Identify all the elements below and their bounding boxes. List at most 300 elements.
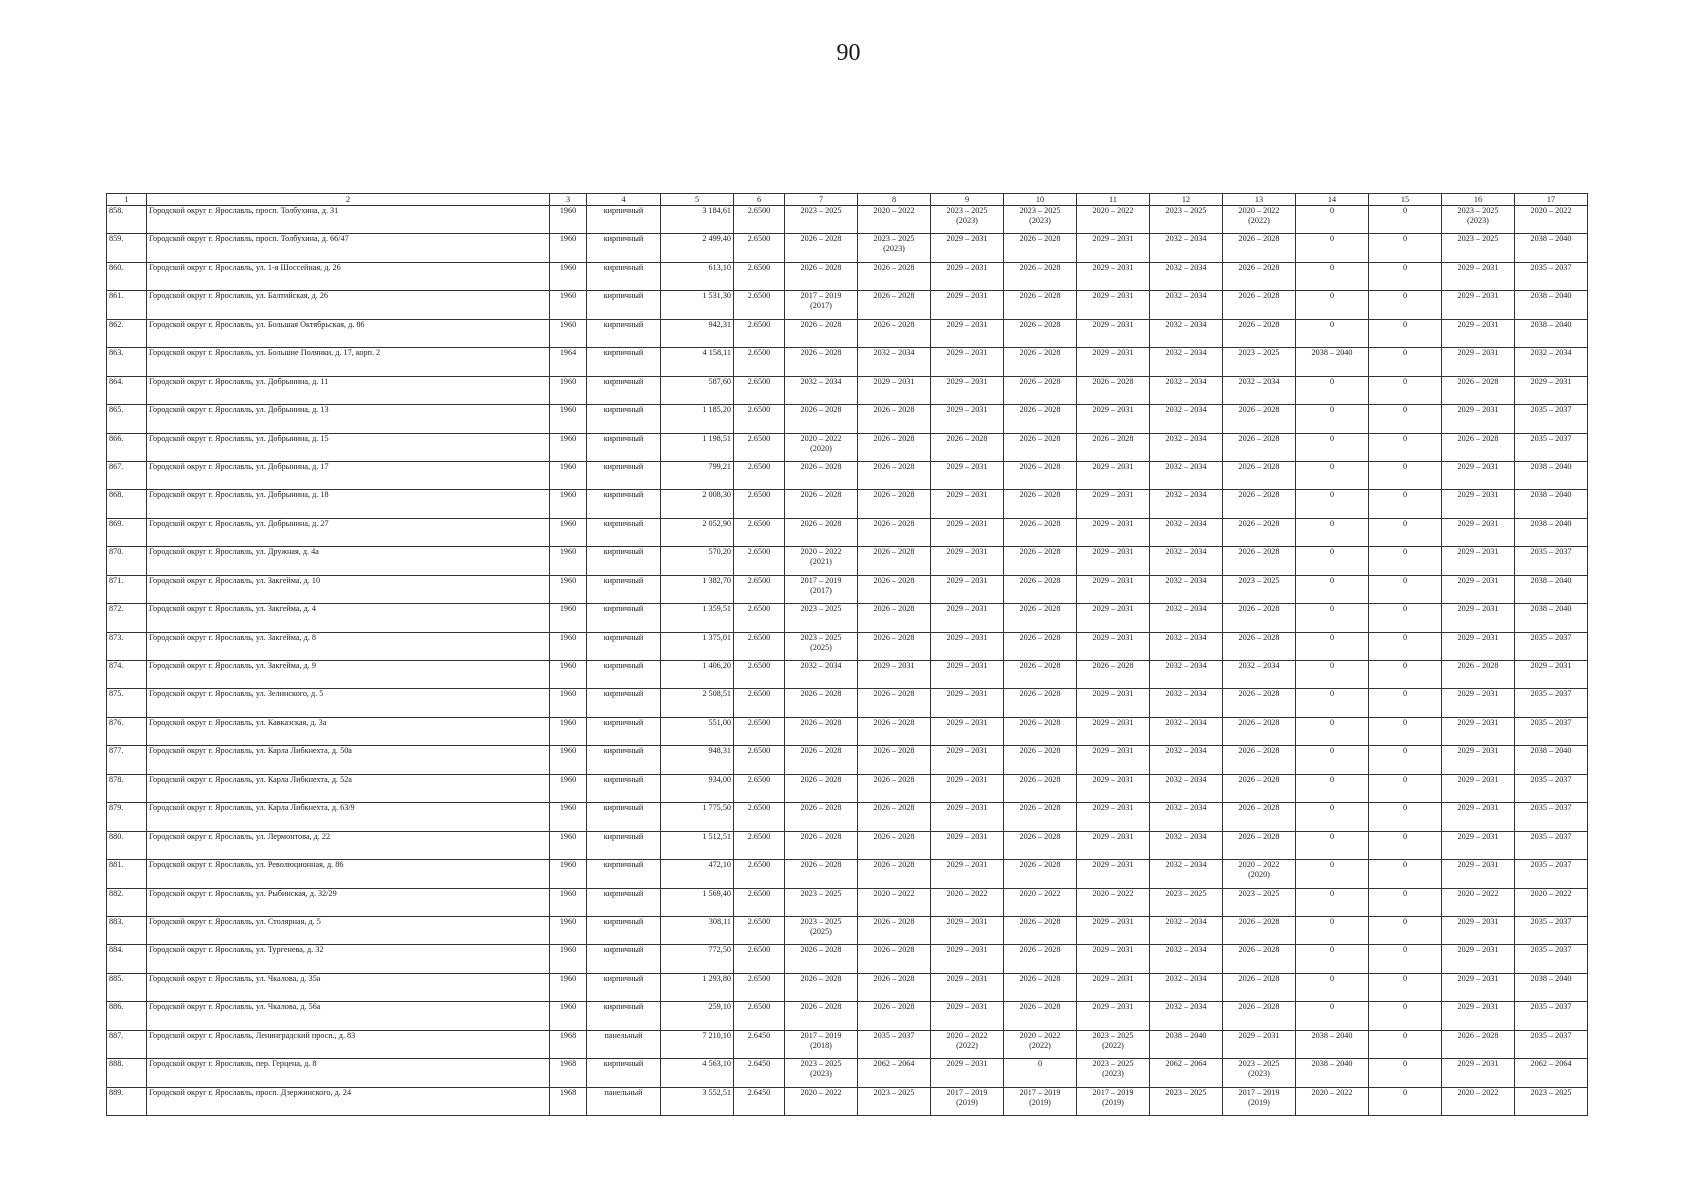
- row-number-cell: 865.: [107, 405, 147, 433]
- period-col-9-cell: 2029 – 2031: [931, 547, 1004, 575]
- period-col-14-cell: 0: [1296, 1002, 1369, 1030]
- rate-cell: 2.6500: [734, 262, 785, 290]
- period-col-11-cell: 2017 – 2019 (2019): [1077, 1087, 1150, 1115]
- period-col-13-cell: 2026 – 2028: [1223, 774, 1296, 802]
- period-col-14-cell: 0: [1296, 860, 1369, 888]
- period-col-14-cell: 0: [1296, 433, 1369, 461]
- period-col-16-cell: 2029 – 2031: [1442, 291, 1515, 319]
- build-year-cell: 1960: [550, 518, 587, 546]
- period-col-11-cell: 2026 – 2028: [1077, 661, 1150, 689]
- wall-material-cell: кирпичный: [587, 661, 661, 689]
- build-year-cell: 1960: [550, 575, 587, 603]
- period-col-16-cell: 2029 – 2031: [1442, 973, 1515, 1001]
- period-col-15-cell: 0: [1369, 803, 1442, 831]
- period-col-17-cell: 2038 – 2040: [1515, 291, 1588, 319]
- period-col-12-cell: 2032 – 2034: [1150, 632, 1223, 660]
- period-col-8-cell: 2026 – 2028: [858, 433, 931, 461]
- total-area-cell: 3 552,51: [661, 1087, 734, 1115]
- period-col-8-cell: 2035 – 2037: [858, 1030, 931, 1058]
- period-col-13-cell: 2026 – 2028: [1223, 405, 1296, 433]
- period-col-14-cell: 0: [1296, 206, 1369, 234]
- table-row: [107, 262, 1588, 290]
- total-area-cell: 570,20: [661, 547, 734, 575]
- period-col-14-cell: 0: [1296, 632, 1369, 660]
- total-area-cell: 799,21: [661, 461, 734, 489]
- period-col-16-cell: 2029 – 2031: [1442, 689, 1515, 717]
- rate-cell: 2.6500: [734, 518, 785, 546]
- total-area-cell: 942,31: [661, 319, 734, 347]
- period-col-11-cell: 2029 – 2031: [1077, 604, 1150, 632]
- period-col-9-cell: 2029 – 2031: [931, 831, 1004, 859]
- period-col-9-cell: 2029 – 2031: [931, 1002, 1004, 1030]
- table-row: [107, 547, 1588, 575]
- row-number-cell: 884.: [107, 945, 147, 973]
- rate-cell: 2.6500: [734, 1002, 785, 1030]
- column-header: 15: [1369, 194, 1442, 206]
- period-col-16-cell: 2023 – 2025 (2023): [1442, 206, 1515, 234]
- period-col-16-cell: 2029 – 2031: [1442, 518, 1515, 546]
- period-col-7-cell: 2017 – 2019 (2018): [785, 1030, 858, 1058]
- address-cell: Городской округ г. Ярославль, ул. Закгейма, д. 9: [147, 661, 550, 689]
- period-col-17-cell: 2038 – 2040: [1515, 490, 1588, 518]
- build-year-cell: 1960: [550, 860, 587, 888]
- table-row: [107, 433, 1588, 461]
- address-cell: Городской округ г. Ярославль, ул. Большая Октябрьская, д. 86: [147, 319, 550, 347]
- address-cell: Городской округ г. Ярославль, ул. Закгейма, д. 8: [147, 632, 550, 660]
- period-col-12-cell: 2032 – 2034: [1150, 689, 1223, 717]
- period-col-15-cell: 0: [1369, 1059, 1442, 1087]
- rate-cell: 2.6500: [734, 575, 785, 603]
- period-col-16-cell: 2029 – 2031: [1442, 632, 1515, 660]
- period-col-11-cell: 2029 – 2031: [1077, 547, 1150, 575]
- period-col-11-cell: 2029 – 2031: [1077, 689, 1150, 717]
- period-col-12-cell: 2032 – 2034: [1150, 717, 1223, 745]
- row-number-cell: 868.: [107, 490, 147, 518]
- period-col-16-cell: 2023 – 2025: [1442, 234, 1515, 262]
- wall-material-cell: кирпичный: [587, 632, 661, 660]
- rate-cell: 2.6500: [734, 774, 785, 802]
- period-col-14-cell: 0: [1296, 803, 1369, 831]
- period-col-7-cell: 2026 – 2028: [785, 405, 858, 433]
- period-col-8-cell: 2023 – 2025: [858, 1087, 931, 1115]
- period-col-12-cell: 2032 – 2034: [1150, 405, 1223, 433]
- period-col-17-cell: 2023 – 2025: [1515, 1087, 1588, 1115]
- row-number-cell: 872.: [107, 604, 147, 632]
- table-row: [107, 746, 1588, 774]
- row-number-cell: 880.: [107, 831, 147, 859]
- period-col-8-cell: 2026 – 2028: [858, 860, 931, 888]
- table-row: [107, 632, 1588, 660]
- address-cell: Городской округ г. Ярославль, ул. Закгейма, д. 10: [147, 575, 550, 603]
- address-cell: Городской округ г. Ярославль, ул. Добрынина, д. 15: [147, 433, 550, 461]
- period-col-15-cell: 0: [1369, 632, 1442, 660]
- period-col-7-cell: 2032 – 2034: [785, 661, 858, 689]
- period-col-12-cell: 2023 – 2025: [1150, 206, 1223, 234]
- period-col-9-cell: 2017 – 2019 (2019): [931, 1087, 1004, 1115]
- period-col-14-cell: 0: [1296, 575, 1369, 603]
- period-col-17-cell: 2029 – 2031: [1515, 376, 1588, 404]
- rate-cell: 2.6500: [734, 461, 785, 489]
- table-row: [107, 319, 1588, 347]
- period-col-12-cell: 2032 – 2034: [1150, 831, 1223, 859]
- period-col-7-cell: 2026 – 2028: [785, 945, 858, 973]
- period-col-17-cell: 2035 – 2037: [1515, 405, 1588, 433]
- period-col-14-cell: 2020 – 2022: [1296, 1087, 1369, 1115]
- period-col-16-cell: 2029 – 2031: [1442, 1002, 1515, 1030]
- period-col-13-cell: 2023 – 2025: [1223, 888, 1296, 916]
- period-col-14-cell: 0: [1296, 604, 1369, 632]
- period-col-12-cell: 2032 – 2034: [1150, 376, 1223, 404]
- period-col-15-cell: 0: [1369, 1002, 1442, 1030]
- period-col-7-cell: 2023 – 2025 (2025): [785, 916, 858, 944]
- period-col-10-cell: 2026 – 2028: [1004, 689, 1077, 717]
- period-col-14-cell: 0: [1296, 945, 1369, 973]
- period-col-10-cell: 2026 – 2028: [1004, 433, 1077, 461]
- period-col-15-cell: 0: [1369, 405, 1442, 433]
- column-header: 14: [1296, 194, 1369, 206]
- rate-cell: 2.6500: [734, 604, 785, 632]
- build-year-cell: 1960: [550, 717, 587, 745]
- period-col-16-cell: 2026 – 2028: [1442, 661, 1515, 689]
- period-col-8-cell: 2029 – 2031: [858, 376, 931, 404]
- build-year-cell: 1960: [550, 888, 587, 916]
- period-col-9-cell: 2029 – 2031: [931, 717, 1004, 745]
- period-col-12-cell: 2032 – 2034: [1150, 916, 1223, 944]
- period-col-7-cell: 2032 – 2034: [785, 376, 858, 404]
- row-number-cell: 862.: [107, 319, 147, 347]
- period-col-14-cell: 2038 – 2040: [1296, 348, 1369, 376]
- period-col-16-cell: 2026 – 2028: [1442, 1030, 1515, 1058]
- period-col-15-cell: 0: [1369, 661, 1442, 689]
- period-col-10-cell: 2026 – 2028: [1004, 803, 1077, 831]
- period-col-16-cell: 2020 – 2022: [1442, 888, 1515, 916]
- period-col-14-cell: 0: [1296, 831, 1369, 859]
- period-col-8-cell: 2026 – 2028: [858, 405, 931, 433]
- period-col-12-cell: 2032 – 2034: [1150, 575, 1223, 603]
- build-year-cell: 1960: [550, 945, 587, 973]
- build-year-cell: 1960: [550, 490, 587, 518]
- period-col-14-cell: 0: [1296, 376, 1369, 404]
- period-col-17-cell: 2035 – 2037: [1515, 433, 1588, 461]
- period-col-13-cell: 2026 – 2028: [1223, 461, 1296, 489]
- period-col-8-cell: 2026 – 2028: [858, 916, 931, 944]
- build-year-cell: 1960: [550, 604, 587, 632]
- period-col-10-cell: 2026 – 2028: [1004, 348, 1077, 376]
- rate-cell: 2.6500: [734, 632, 785, 660]
- column-header: 9: [931, 194, 1004, 206]
- build-year-cell: 1968: [550, 1059, 587, 1087]
- period-col-13-cell: 2026 – 2028: [1223, 490, 1296, 518]
- wall-material-cell: кирпичный: [587, 490, 661, 518]
- period-col-14-cell: 0: [1296, 689, 1369, 717]
- column-header: 13: [1223, 194, 1296, 206]
- rate-cell: 2.6450: [734, 1059, 785, 1087]
- address-cell: Городской округ г. Ярославль, ул. Карла Либкнехта, д. 52а: [147, 774, 550, 802]
- period-col-7-cell: 2026 – 2028: [785, 348, 858, 376]
- build-year-cell: 1960: [550, 262, 587, 290]
- period-col-10-cell: 2023 – 2025 (2023): [1004, 206, 1077, 234]
- period-col-10-cell: 2026 – 2028: [1004, 717, 1077, 745]
- period-col-13-cell: 2026 – 2028: [1223, 291, 1296, 319]
- address-cell: Городской округ г. Ярославль, ул. 1-я Шоссейная, д. 26: [147, 262, 550, 290]
- period-col-17-cell: 2029 – 2031: [1515, 661, 1588, 689]
- table-row: [107, 234, 1588, 262]
- table-row: [107, 490, 1588, 518]
- total-area-cell: 1 531,30: [661, 291, 734, 319]
- wall-material-cell: кирпичный: [587, 689, 661, 717]
- period-col-9-cell: 2029 – 2031: [931, 945, 1004, 973]
- period-col-13-cell: 2026 – 2028: [1223, 433, 1296, 461]
- wall-material-cell: кирпичный: [587, 376, 661, 404]
- row-number-cell: 859.: [107, 234, 147, 262]
- period-col-9-cell: 2020 – 2022: [931, 888, 1004, 916]
- period-col-11-cell: 2029 – 2031: [1077, 860, 1150, 888]
- row-number-cell: 861.: [107, 291, 147, 319]
- wall-material-cell: кирпичный: [587, 916, 661, 944]
- rate-cell: 2.6500: [734, 945, 785, 973]
- period-col-11-cell: 2026 – 2028: [1077, 433, 1150, 461]
- address-cell: Городской округ г. Ярославль, пер. Герцена, д. 8: [147, 1059, 550, 1087]
- period-col-11-cell: 2023 – 2025 (2022): [1077, 1030, 1150, 1058]
- column-header: 11: [1077, 194, 1150, 206]
- period-col-7-cell: 2023 – 2025 (2023): [785, 1059, 858, 1087]
- period-col-12-cell: 2032 – 2034: [1150, 234, 1223, 262]
- column-header: 16: [1442, 194, 1515, 206]
- period-col-12-cell: 2032 – 2034: [1150, 973, 1223, 1001]
- period-col-10-cell: 2026 – 2028: [1004, 262, 1077, 290]
- address-cell: Городской округ г. Ярославль, Ленинградский просп., д. 83: [147, 1030, 550, 1058]
- period-col-10-cell: 2026 – 2028: [1004, 518, 1077, 546]
- period-col-13-cell: 2026 – 2028: [1223, 689, 1296, 717]
- period-col-10-cell: 2026 – 2028: [1004, 746, 1077, 774]
- period-col-12-cell: 2032 – 2034: [1150, 547, 1223, 575]
- table-row: [107, 1059, 1588, 1087]
- period-col-17-cell: 2035 – 2037: [1515, 1002, 1588, 1030]
- build-year-cell: 1960: [550, 973, 587, 1001]
- period-col-8-cell: 2026 – 2028: [858, 774, 931, 802]
- period-col-9-cell: 2029 – 2031: [931, 604, 1004, 632]
- period-col-17-cell: 2020 – 2022: [1515, 206, 1588, 234]
- address-cell: Городской округ г. Ярославль, ул. Революционная, д. 86: [147, 860, 550, 888]
- period-col-16-cell: 2029 – 2031: [1442, 831, 1515, 859]
- period-col-10-cell: 2026 – 2028: [1004, 461, 1077, 489]
- period-col-16-cell: 2029 – 2031: [1442, 860, 1515, 888]
- period-col-17-cell: 2038 – 2040: [1515, 518, 1588, 546]
- period-col-16-cell: 2029 – 2031: [1442, 319, 1515, 347]
- period-col-16-cell: 2026 – 2028: [1442, 433, 1515, 461]
- total-area-cell: 1 185,20: [661, 405, 734, 433]
- period-col-10-cell: 2026 – 2028: [1004, 490, 1077, 518]
- period-col-7-cell: 2026 – 2028: [785, 803, 858, 831]
- period-col-11-cell: 2029 – 2031: [1077, 575, 1150, 603]
- table-row: [107, 803, 1588, 831]
- period-col-7-cell: 2023 – 2025: [785, 604, 858, 632]
- period-col-13-cell: 2029 – 2031: [1223, 1030, 1296, 1058]
- period-col-7-cell: 2026 – 2028: [785, 746, 858, 774]
- period-col-11-cell: 2020 – 2022: [1077, 888, 1150, 916]
- wall-material-cell: кирпичный: [587, 547, 661, 575]
- period-col-10-cell: 0: [1004, 1059, 1077, 1087]
- rate-cell: 2.6500: [734, 206, 785, 234]
- period-col-9-cell: 2029 – 2031: [931, 860, 1004, 888]
- period-col-8-cell: 2026 – 2028: [858, 689, 931, 717]
- period-col-15-cell: 0: [1369, 262, 1442, 290]
- period-col-14-cell: 0: [1296, 518, 1369, 546]
- build-year-cell: 1960: [550, 689, 587, 717]
- period-col-17-cell: 2035 – 2037: [1515, 689, 1588, 717]
- column-header: 8: [858, 194, 931, 206]
- table-row: [107, 518, 1588, 546]
- period-col-10-cell: 2026 – 2028: [1004, 604, 1077, 632]
- period-col-12-cell: 2032 – 2034: [1150, 1002, 1223, 1030]
- address-cell: Городской округ г. Ярославль, ул. Чкалова, д. 56а: [147, 1002, 550, 1030]
- period-col-17-cell: 2035 – 2037: [1515, 916, 1588, 944]
- period-col-11-cell: 2029 – 2031: [1077, 405, 1150, 433]
- period-col-11-cell: 2029 – 2031: [1077, 774, 1150, 802]
- period-col-14-cell: 0: [1296, 661, 1369, 689]
- period-col-8-cell: 2026 – 2028: [858, 803, 931, 831]
- period-col-12-cell: 2032 – 2034: [1150, 604, 1223, 632]
- period-col-8-cell: 2026 – 2028: [858, 291, 931, 319]
- period-col-16-cell: 2029 – 2031: [1442, 945, 1515, 973]
- build-year-cell: 1960: [550, 433, 587, 461]
- table-row: [107, 973, 1588, 1001]
- address-cell: Городской округ г. Ярославль, ул. Карла Либкнехта, д. 63/9: [147, 803, 550, 831]
- row-number-cell: 874.: [107, 661, 147, 689]
- rate-cell: 2.6500: [734, 746, 785, 774]
- build-year-cell: 1960: [550, 376, 587, 404]
- rate-cell: 2.6500: [734, 319, 785, 347]
- address-cell: Городской округ г. Ярославль, ул. Закгейма, д. 4: [147, 604, 550, 632]
- period-col-15-cell: 0: [1369, 860, 1442, 888]
- period-col-14-cell: 0: [1296, 319, 1369, 347]
- period-col-14-cell: 0: [1296, 461, 1369, 489]
- period-col-10-cell: 2026 – 2028: [1004, 945, 1077, 973]
- period-col-10-cell: 2026 – 2028: [1004, 632, 1077, 660]
- period-col-12-cell: 2032 – 2034: [1150, 803, 1223, 831]
- column-header: 3: [550, 194, 587, 206]
- total-area-cell: 2 008,30: [661, 490, 734, 518]
- period-col-13-cell: 2032 – 2034: [1223, 376, 1296, 404]
- rate-cell: 2.6500: [734, 661, 785, 689]
- period-col-10-cell: 2026 – 2028: [1004, 916, 1077, 944]
- wall-material-cell: кирпичный: [587, 433, 661, 461]
- period-col-13-cell: 2026 – 2028: [1223, 604, 1296, 632]
- period-col-9-cell: 2029 – 2031: [931, 461, 1004, 489]
- period-col-8-cell: 2020 – 2022: [858, 206, 931, 234]
- period-col-7-cell: 2023 – 2025 (2025): [785, 632, 858, 660]
- period-col-8-cell: 2026 – 2028: [858, 490, 931, 518]
- period-col-15-cell: 0: [1369, 831, 1442, 859]
- period-col-15-cell: 0: [1369, 206, 1442, 234]
- period-col-11-cell: 2029 – 2031: [1077, 803, 1150, 831]
- total-area-cell: 551,00: [661, 717, 734, 745]
- period-col-7-cell: 2026 – 2028: [785, 973, 858, 1001]
- period-col-9-cell: 2029 – 2031: [931, 774, 1004, 802]
- period-col-10-cell: 2026 – 2028: [1004, 405, 1077, 433]
- housing-register-table: [106, 193, 1588, 1116]
- rate-cell: 2.6450: [734, 1087, 785, 1115]
- total-area-cell: 1 512,51: [661, 831, 734, 859]
- period-col-13-cell: 2026 – 2028: [1223, 831, 1296, 859]
- wall-material-cell: кирпичный: [587, 945, 661, 973]
- period-col-14-cell: 0: [1296, 916, 1369, 944]
- total-area-cell: 4 158,11: [661, 348, 734, 376]
- wall-material-cell: кирпичный: [587, 604, 661, 632]
- table-row: [107, 860, 1588, 888]
- wall-material-cell: кирпичный: [587, 831, 661, 859]
- period-col-8-cell: 2020 – 2022: [858, 888, 931, 916]
- period-col-17-cell: 2035 – 2037: [1515, 945, 1588, 973]
- period-col-10-cell: 2026 – 2028: [1004, 575, 1077, 603]
- period-col-16-cell: 2029 – 2031: [1442, 717, 1515, 745]
- wall-material-cell: кирпичный: [587, 575, 661, 603]
- total-area-cell: 472,10: [661, 860, 734, 888]
- period-col-11-cell: 2029 – 2031: [1077, 319, 1150, 347]
- wall-material-cell: кирпичный: [587, 746, 661, 774]
- build-year-cell: 1960: [550, 206, 587, 234]
- period-col-10-cell: 2026 – 2028: [1004, 319, 1077, 347]
- address-cell: Городской округ г. Ярославль, ул. Большие Полянки, д. 17, корп. 2: [147, 348, 550, 376]
- wall-material-cell: кирпичный: [587, 774, 661, 802]
- wall-material-cell: кирпичный: [587, 803, 661, 831]
- period-col-15-cell: 0: [1369, 888, 1442, 916]
- period-col-16-cell: 2029 – 2031: [1442, 916, 1515, 944]
- period-col-9-cell: 2029 – 2031: [931, 661, 1004, 689]
- table-row: [107, 376, 1588, 404]
- period-col-17-cell: 2032 – 2034: [1515, 348, 1588, 376]
- row-number-cell: 864.: [107, 376, 147, 404]
- period-col-17-cell: 2038 – 2040: [1515, 604, 1588, 632]
- rate-cell: 2.6500: [734, 803, 785, 831]
- period-col-8-cell: 2026 – 2028: [858, 461, 931, 489]
- build-year-cell: 1964: [550, 348, 587, 376]
- period-col-17-cell: 2038 – 2040: [1515, 746, 1588, 774]
- period-col-11-cell: 2029 – 2031: [1077, 291, 1150, 319]
- period-col-9-cell: 2029 – 2031: [931, 262, 1004, 290]
- period-col-9-cell: 2029 – 2031: [931, 689, 1004, 717]
- period-col-10-cell: 2026 – 2028: [1004, 860, 1077, 888]
- period-col-7-cell: 2026 – 2028: [785, 689, 858, 717]
- build-year-cell: 1960: [550, 234, 587, 262]
- total-area-cell: 613,10: [661, 262, 734, 290]
- period-col-9-cell: 2029 – 2031: [931, 518, 1004, 546]
- period-col-11-cell: 2023 – 2025 (2023): [1077, 1059, 1150, 1087]
- build-year-cell: 1968: [550, 1087, 587, 1115]
- period-col-15-cell: 0: [1369, 348, 1442, 376]
- build-year-cell: 1960: [550, 461, 587, 489]
- table-row: [107, 291, 1588, 319]
- period-col-8-cell: 2062 – 2064: [858, 1059, 931, 1087]
- address-cell: Городской округ г. Ярославль, ул. Лермонтова, д. 22: [147, 831, 550, 859]
- column-header: 7: [785, 194, 858, 206]
- address-cell: Городской округ г. Ярославль, ул. Тургенева, д. 32: [147, 945, 550, 973]
- build-year-cell: 1960: [550, 831, 587, 859]
- total-area-cell: 2 508,51: [661, 689, 734, 717]
- period-col-14-cell: 0: [1296, 774, 1369, 802]
- period-col-15-cell: 0: [1369, 717, 1442, 745]
- total-area-cell: 1 359,51: [661, 604, 734, 632]
- total-area-cell: 1 293,80: [661, 973, 734, 1001]
- table-row: [107, 831, 1588, 859]
- build-year-cell: 1960: [550, 291, 587, 319]
- column-header: 17: [1515, 194, 1588, 206]
- period-col-8-cell: 2026 – 2028: [858, 319, 931, 347]
- period-col-17-cell: 2035 – 2037: [1515, 860, 1588, 888]
- period-col-11-cell: 2020 – 2022: [1077, 206, 1150, 234]
- period-col-17-cell: 2035 – 2037: [1515, 262, 1588, 290]
- total-area-cell: 2 499,40: [661, 234, 734, 262]
